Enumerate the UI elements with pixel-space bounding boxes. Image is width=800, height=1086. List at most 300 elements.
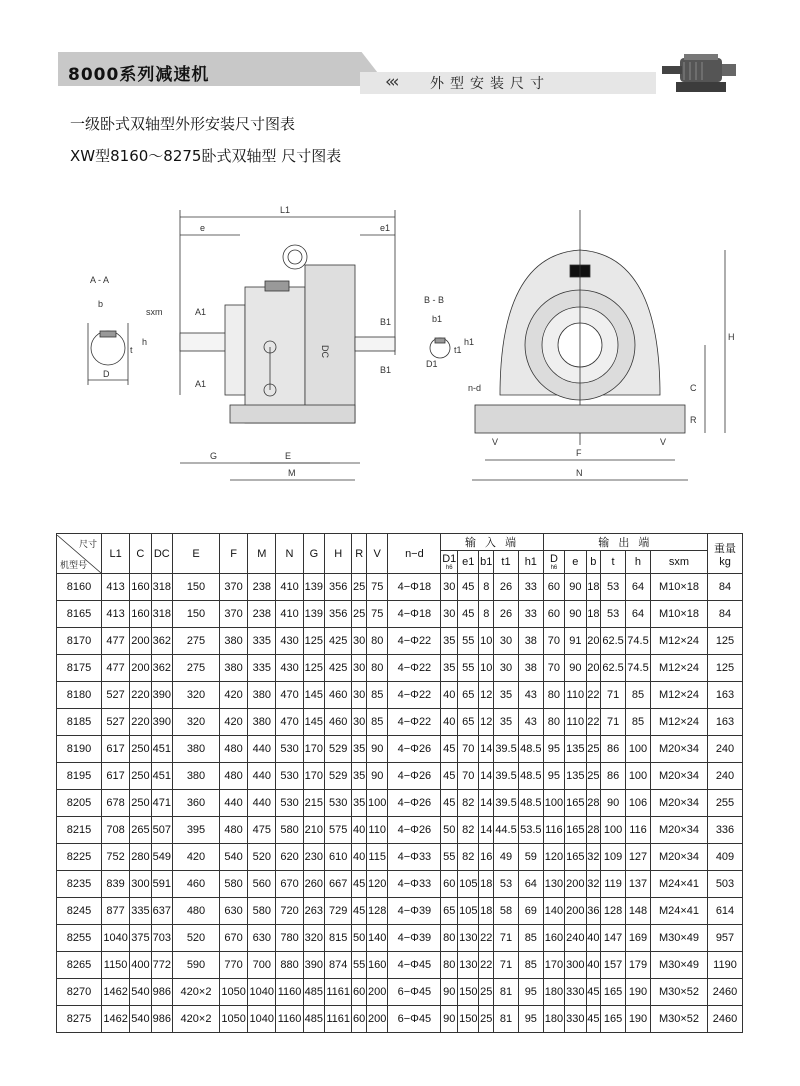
table-row (57, 844, 743, 871)
col-header: n−d (388, 534, 441, 574)
table-cell: 752 (102, 844, 130, 871)
table-cell: 100 (543, 790, 564, 817)
table-cell: M20×34 (651, 844, 708, 871)
table-cell: 130 (458, 952, 479, 979)
table-cell: 150 (458, 1006, 479, 1033)
table-cell: M12×24 (651, 682, 708, 709)
table-cell: 35 (352, 790, 367, 817)
table-cell: 160 (130, 601, 151, 628)
svg-text:e1: e1 (380, 223, 391, 233)
table-cell: 4−Φ26 (388, 763, 441, 790)
table-cell: 18 (586, 601, 601, 628)
table-cell: 36 (586, 898, 601, 925)
table-cell: 105 (458, 898, 479, 925)
model-cell: 8215 (57, 817, 102, 844)
table-cell: 100 (601, 817, 626, 844)
table-cell: 320 (173, 682, 220, 709)
svg-text:B1: B1 (380, 365, 392, 375)
table-cell: 250 (130, 790, 151, 817)
table-cell: 560 (248, 871, 276, 898)
table-cell: 82 (458, 844, 479, 871)
table-cell: 480 (220, 817, 248, 844)
table-cell: 540 (130, 979, 151, 1006)
table-cell: 25 (586, 736, 601, 763)
table-cell: 4−Φ22 (388, 709, 441, 736)
table-cell: 60 (543, 601, 564, 628)
table-cell: 380 (220, 628, 248, 655)
table-row (57, 628, 743, 655)
table-cell: 170 (303, 763, 324, 790)
table-cell: 40 (352, 844, 367, 871)
col-header: t1 (494, 551, 519, 574)
table-cell: 30 (352, 682, 367, 709)
svg-text:E: E (285, 451, 292, 461)
table-cell: 137 (625, 871, 650, 898)
table-cell: 28 (586, 790, 601, 817)
table-cell: 14 (479, 763, 494, 790)
table-cell: 40 (441, 709, 458, 736)
table-cell: 580 (248, 898, 276, 925)
weight-header: 重量 kg (708, 534, 743, 574)
table-cell: 190 (625, 1006, 650, 1033)
table-cell: 210 (303, 817, 324, 844)
table-cell: 470 (276, 682, 303, 709)
table-cell: 85 (625, 709, 650, 736)
table-cell: 33 (518, 574, 543, 601)
table-cell: 580 (220, 871, 248, 898)
col-header: R (352, 534, 367, 574)
table-cell: 1462 (102, 1006, 130, 1033)
table-cell: 163 (708, 709, 743, 736)
table-cell: 4−Φ22 (388, 628, 441, 655)
table-cell: M12×24 (651, 709, 708, 736)
table-cell: 45 (586, 979, 601, 1006)
table-cell: 440 (220, 790, 248, 817)
table-cell: 380 (248, 709, 276, 736)
table-cell: 55 (441, 844, 458, 871)
table-cell: 55 (458, 655, 479, 682)
table-cell: 53 (601, 601, 626, 628)
table-cell: 95 (543, 736, 564, 763)
col-header: e (565, 551, 586, 574)
table-cell: 200 (367, 1006, 388, 1033)
table-cell: 10 (479, 655, 494, 682)
svg-text:V: V (492, 437, 499, 447)
table-cell: 300 (565, 952, 586, 979)
table-cell: 180 (543, 1006, 564, 1033)
table-cell: 1150 (102, 952, 130, 979)
table-cell: 74.5 (625, 655, 650, 682)
table-row (57, 763, 743, 790)
table-cell: 720 (276, 898, 303, 925)
table-cell: 250 (130, 763, 151, 790)
table-cell: 18 (479, 898, 494, 925)
table-cell: 477 (102, 628, 130, 655)
svg-text:b1: b1 (432, 314, 443, 324)
table-cell: 700 (248, 952, 276, 979)
table-cell: 22 (479, 925, 494, 952)
table-cell: 475 (248, 817, 276, 844)
table-cell: 527 (102, 709, 130, 736)
table-cell: 238 (248, 574, 276, 601)
table-cell: 320 (173, 709, 220, 736)
table-cell: 139 (303, 574, 324, 601)
table-cell: 200 (367, 979, 388, 1006)
table-cell: 45 (352, 898, 367, 925)
table-cell: 30 (352, 628, 367, 655)
table-cell: 18 (479, 871, 494, 898)
table-cell: 71 (494, 952, 519, 979)
table-cell: 80 (367, 628, 388, 655)
table-cell: 549 (151, 844, 172, 871)
table-cell: 49 (494, 844, 519, 871)
table-cell: 14 (479, 817, 494, 844)
table-cell: 160 (367, 952, 388, 979)
model-cell: 8180 (57, 682, 102, 709)
table-row (57, 952, 743, 979)
model-cell: 8160 (57, 574, 102, 601)
col-header: b1 (479, 551, 494, 574)
table-cell: 877 (102, 898, 130, 925)
table-body (57, 574, 743, 1033)
table-cell: 71 (601, 682, 626, 709)
table-cell: 318 (151, 574, 172, 601)
col-header: D h6 (543, 551, 564, 574)
col-header: E (173, 534, 220, 574)
table-cell: 180 (543, 979, 564, 1006)
svg-text:H: H (728, 332, 735, 342)
svg-text:A1: A1 (195, 379, 207, 389)
table-cell: 14 (479, 790, 494, 817)
table-row (57, 574, 743, 601)
table-cell: 874 (325, 952, 352, 979)
table-cell: 139 (303, 601, 324, 628)
table-cell: 255 (708, 790, 743, 817)
table-cell: 163 (708, 682, 743, 709)
table-cell: 238 (248, 601, 276, 628)
svg-text:A1: A1 (195, 307, 207, 317)
table-cell: 480 (220, 736, 248, 763)
table-cell: 780 (276, 925, 303, 952)
model-cell: 8270 (57, 979, 102, 1006)
table-cell: 460 (325, 709, 352, 736)
table-cell: 703 (151, 925, 172, 952)
table-cell: M30×52 (651, 979, 708, 1006)
table-cell: 320 (303, 925, 324, 952)
table-cell: 370 (220, 601, 248, 628)
table-cell: 8 (479, 601, 494, 628)
table-cell: 507 (151, 817, 172, 844)
table-cell: 80 (543, 682, 564, 709)
table-cell: 4−Φ26 (388, 817, 441, 844)
table-cell: 356 (325, 601, 352, 628)
table-cell: 150 (173, 574, 220, 601)
table-cell: 64 (625, 574, 650, 601)
table-cell: 260 (303, 871, 324, 898)
table-cell: 62.5 (601, 628, 626, 655)
table-cell: 90 (565, 601, 586, 628)
table-cell: 880 (276, 952, 303, 979)
table-cell: 4−Φ26 (388, 736, 441, 763)
table-cell: 100 (367, 790, 388, 817)
series-title: 8000系列减速机 (68, 65, 210, 85)
table-cell: 120 (367, 871, 388, 898)
table-cell: 16 (479, 844, 494, 871)
table-cell: 106 (625, 790, 650, 817)
table-cell: 90 (367, 736, 388, 763)
table-cell: 477 (102, 655, 130, 682)
model-cell: 8170 (57, 628, 102, 655)
model-cell: 8275 (57, 1006, 102, 1033)
table-cell: 2460 (708, 1006, 743, 1033)
table-cell: 85 (518, 925, 543, 952)
table-cell: 145 (303, 709, 324, 736)
table-cell: 48.5 (518, 790, 543, 817)
table-cell: 336 (708, 817, 743, 844)
model-cell: 8175 (57, 655, 102, 682)
table-cell: 140 (367, 925, 388, 952)
table-cell: 220 (130, 709, 151, 736)
reducer-motor-image (660, 48, 740, 96)
svg-text:t: t (130, 345, 133, 355)
table-cell: 200 (130, 655, 151, 682)
table-cell: 110 (367, 817, 388, 844)
table-cell: 815 (325, 925, 352, 952)
table-cell: 100 (625, 736, 650, 763)
table-cell: 772 (151, 952, 172, 979)
table-cell: M20×34 (651, 817, 708, 844)
table-cell: 64 (625, 601, 650, 628)
table-cell: 190 (625, 979, 650, 1006)
table-cell: 20 (586, 655, 601, 682)
model-cell: 8190 (57, 736, 102, 763)
table-cell: M30×49 (651, 952, 708, 979)
table-cell: 637 (151, 898, 172, 925)
table-cell: 413 (102, 574, 130, 601)
table-cell: 410 (276, 601, 303, 628)
table-cell: 362 (151, 655, 172, 682)
table-cell: 157 (601, 952, 626, 979)
table-cell: 43 (518, 709, 543, 736)
table-cell: 440 (248, 763, 276, 790)
table-cell: 1462 (102, 979, 130, 1006)
table-cell: 70 (543, 655, 564, 682)
table-cell: 230 (303, 844, 324, 871)
table-cell: 529 (325, 736, 352, 763)
table-cell: 390 (151, 709, 172, 736)
table-cell: 4−Φ39 (388, 925, 441, 952)
table-cell: 22 (586, 709, 601, 736)
table-cell: 451 (151, 763, 172, 790)
table-cell: 90 (601, 790, 626, 817)
table-cell: 380 (248, 682, 276, 709)
table-cell: 425 (325, 655, 352, 682)
table-cell: 530 (276, 790, 303, 817)
table-cell: 85 (625, 682, 650, 709)
table-cell: 617 (102, 736, 130, 763)
svg-text:G: G (210, 451, 218, 461)
table-cell: 1040 (102, 925, 130, 952)
table-cell: 43 (518, 682, 543, 709)
table-cell: 128 (367, 898, 388, 925)
table-cell: 335 (248, 628, 276, 655)
table-cell: 678 (102, 790, 130, 817)
table-cell: M24×41 (651, 871, 708, 898)
table-cell: 50 (352, 925, 367, 952)
table-cell: 116 (543, 817, 564, 844)
table-cell: M10×18 (651, 601, 708, 628)
table-cell: 4−Φ22 (388, 682, 441, 709)
table-cell: 40 (586, 925, 601, 952)
table-cell: 471 (151, 790, 172, 817)
table-cell: 55 (352, 952, 367, 979)
table-cell: 85 (367, 682, 388, 709)
table-cell: 1040 (248, 1006, 276, 1033)
col-header: b (586, 551, 601, 574)
table-cell: 413 (102, 601, 130, 628)
table-cell: 70 (458, 736, 479, 763)
table-cell: 30 (494, 628, 519, 655)
table-cell: 240 (708, 736, 743, 763)
table-cell: 240 (565, 925, 586, 952)
table-cell: 169 (625, 925, 650, 952)
table-cell: M30×49 (651, 925, 708, 952)
table-cell: 430 (276, 628, 303, 655)
table-cell: 48.5 (518, 736, 543, 763)
table-cell: 580 (276, 817, 303, 844)
svg-text:B1: B1 (380, 317, 392, 327)
table-cell: 529 (325, 763, 352, 790)
col-header: DC (151, 534, 172, 574)
table-cell: 575 (325, 817, 352, 844)
table-cell: 75 (367, 574, 388, 601)
table-cell: M12×24 (651, 655, 708, 682)
table-cell: 65 (441, 898, 458, 925)
svg-text:h1: h1 (464, 337, 475, 347)
dimension-drawing (60, 195, 760, 495)
table-cell: 1161 (325, 1006, 352, 1033)
table-cell: 160 (130, 574, 151, 601)
table-cell: 35 (494, 682, 519, 709)
table-cell: 265 (130, 817, 151, 844)
table-cell: 74.5 (625, 628, 650, 655)
table-cell: 64 (518, 871, 543, 898)
svg-text:M: M (288, 468, 296, 478)
dimension-table (56, 533, 743, 1033)
table-cell: 81 (494, 1006, 519, 1033)
table-cell: 165 (565, 817, 586, 844)
table-cell: M20×34 (651, 736, 708, 763)
table-cell: 540 (220, 844, 248, 871)
table-cell: 81 (494, 979, 519, 1006)
table-cell: 165 (601, 979, 626, 1006)
table-cell: 335 (248, 655, 276, 682)
table-cell: 90 (441, 1006, 458, 1033)
table-cell: 30 (352, 709, 367, 736)
table-row (57, 655, 743, 682)
table-cell: 127 (625, 844, 650, 871)
table-cell: 53.5 (518, 817, 543, 844)
table-cell: 380 (220, 655, 248, 682)
table-cell: 39.5 (494, 790, 519, 817)
table-cell: 420 (220, 709, 248, 736)
table-cell: 6−Φ45 (388, 979, 441, 1006)
svg-text:N: N (576, 468, 583, 478)
model-cell: 8225 (57, 844, 102, 871)
col-header: F (220, 534, 248, 574)
table-cell: M24×41 (651, 898, 708, 925)
table-cell: 95 (518, 979, 543, 1006)
label-L1: L1 (280, 205, 291, 215)
table-cell: 60 (352, 979, 367, 1006)
table-cell: 670 (220, 925, 248, 952)
table-cell: 425 (325, 628, 352, 655)
table-cell: 109 (601, 844, 626, 871)
table-row (57, 871, 743, 898)
table-cell: 20 (586, 628, 601, 655)
table-cell: 375 (130, 925, 151, 952)
table-cell: 451 (151, 736, 172, 763)
table-cell: 275 (173, 655, 220, 682)
table-cell: 670 (276, 871, 303, 898)
table-cell: 460 (325, 682, 352, 709)
table-cell: 4−Φ39 (388, 898, 441, 925)
table-cell: 170 (543, 952, 564, 979)
model-cell: 8205 (57, 790, 102, 817)
model-range-title: XW型8160～8275卧式双轴型 尺寸图表 (70, 147, 342, 165)
table-cell: 40 (441, 682, 458, 709)
svg-text:t1: t1 (454, 345, 462, 355)
svg-text:b: b (98, 299, 104, 309)
col-header: t (601, 551, 626, 574)
table-cell: 957 (708, 925, 743, 952)
table-cell: 130 (458, 925, 479, 952)
table-cell: 116 (625, 817, 650, 844)
table-cell: 105 (458, 871, 479, 898)
table-cell: 480 (220, 763, 248, 790)
table-cell: 4−Φ33 (388, 844, 441, 871)
table-cell: 86 (601, 763, 626, 790)
table-cell: 22 (586, 682, 601, 709)
table-cell: 30 (494, 655, 519, 682)
table-cell: 440 (248, 736, 276, 763)
table-cell: 4−Φ18 (388, 574, 441, 601)
table-cell: 85 (367, 709, 388, 736)
table-cell: 14 (479, 736, 494, 763)
table-cell: 145 (303, 682, 324, 709)
table-cell: 986 (151, 979, 172, 1006)
table-row (57, 736, 743, 763)
table-cell: 125 (708, 655, 743, 682)
table-cell: 200 (130, 628, 151, 655)
section-label: 外型安装尺寸 (430, 76, 550, 92)
table-cell: 58 (494, 898, 519, 925)
col-header: C (130, 534, 151, 574)
table-cell: 10 (479, 628, 494, 655)
table-cell: 263 (303, 898, 324, 925)
output-group-header: 输 出 端 (543, 534, 707, 551)
table-cell: 485 (303, 979, 324, 1006)
table-cell: 356 (325, 574, 352, 601)
table-cell: 150 (458, 979, 479, 1006)
table-cell: 708 (102, 817, 130, 844)
table-cell: 390 (303, 952, 324, 979)
svg-text:C: C (690, 383, 697, 393)
model-cell: 8195 (57, 763, 102, 790)
col-header: sxm (651, 551, 708, 574)
table-cell: 420×2 (173, 979, 220, 1006)
col-header: H (325, 534, 352, 574)
